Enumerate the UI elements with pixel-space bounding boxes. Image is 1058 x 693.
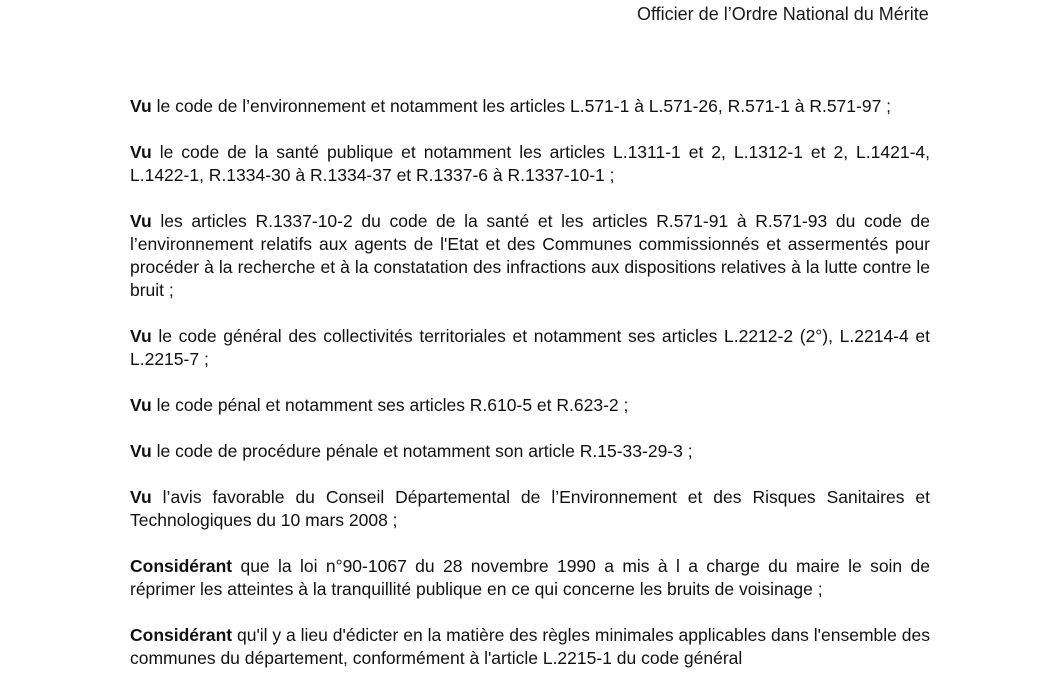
page-header-title: Officier de l’Ordre National du Mérite bbox=[637, 4, 929, 24]
paragraph-vu-sante-publique bbox=[130, 141, 930, 187]
paragraph-text: le code de procédure pénale et notamment son article R.15-33-29-3 ; bbox=[151, 441, 693, 461]
paragraph-text: le code pénal et notamment ses articles R.610-5 et R.623-2 ; bbox=[151, 395, 629, 415]
paragraph-vu-code-penal bbox=[130, 394, 930, 417]
paragraph-vu-procedure-penale bbox=[130, 440, 930, 463]
paragraph-considerant-loi bbox=[130, 555, 930, 601]
paragraph-text: que la loi n°90-1067 du 28 novembre 1990 a mis à l a charge du maire le soin de réprimer les atteintes à la tranquillité publique en ce qui concerne les bruits de voisinage ; bbox=[130, 556, 930, 599]
paragraph-text: le code de la santé publique et notamment les articles L.1311-1 et 2, L.1312-1 et 2, L.1421-4, L.1422-1, R.1334-30 à R.1334-37 et R.1337-6 à R.1337-10-1 ; bbox=[130, 142, 930, 185]
paragraph-keyword: Vu bbox=[130, 395, 152, 415]
document-body bbox=[130, 95, 930, 693]
paragraph-keyword: Vu bbox=[130, 487, 152, 507]
paragraph-vu-avis-conseil bbox=[130, 486, 930, 532]
paragraph-considerant-regles bbox=[130, 624, 930, 670]
paragraph-text: qu'il y a lieu d'édicter en la matière des règles minimales applicables dans l'ensemble des communes du département, conformément à l'article L.2215-1 du code général bbox=[130, 625, 930, 668]
paragraph-text: l’avis favorable du Conseil Départemental de l’Environnement et des Risques Sanitaires et Technologiques du 10 mars 2008 ; bbox=[130, 487, 930, 530]
paragraph-text: le code général des collectivités territoriales et notamment ses articles L.2212-2 (2°), L.2214-4 et L.2215-7 ; bbox=[130, 326, 930, 369]
paragraph-vu-articles-agents bbox=[130, 210, 930, 302]
paragraph-keyword: Vu bbox=[130, 142, 152, 162]
paragraph-vu-environnement bbox=[130, 95, 930, 118]
paragraph-keyword: Vu bbox=[130, 211, 152, 231]
paragraph-keyword: Vu bbox=[130, 441, 152, 461]
paragraph-keyword: Considérant bbox=[130, 556, 233, 576]
paragraph-text: le code de l’environnement et notamment les articles L.571-1 à L.571-26, R.571-1 à R.571-97 ; bbox=[151, 96, 892, 116]
paragraph-vu-collectivites bbox=[130, 325, 930, 371]
paragraph-keyword: Considérant bbox=[130, 625, 233, 645]
paragraph-keyword: Vu bbox=[130, 326, 152, 346]
paragraph-keyword: Vu bbox=[130, 96, 152, 116]
paragraph-text: les articles R.1337-10-2 du code de la santé et les articles R.571-91 à R.571-93 du code de l’environnement relatifs aux agents de l'Etat et des Communes commissionnés et assermentés pour procéder à la recherche et à la constatation des infractions aux dispositions relatives à la lutte contre le bruit ; bbox=[130, 211, 930, 300]
